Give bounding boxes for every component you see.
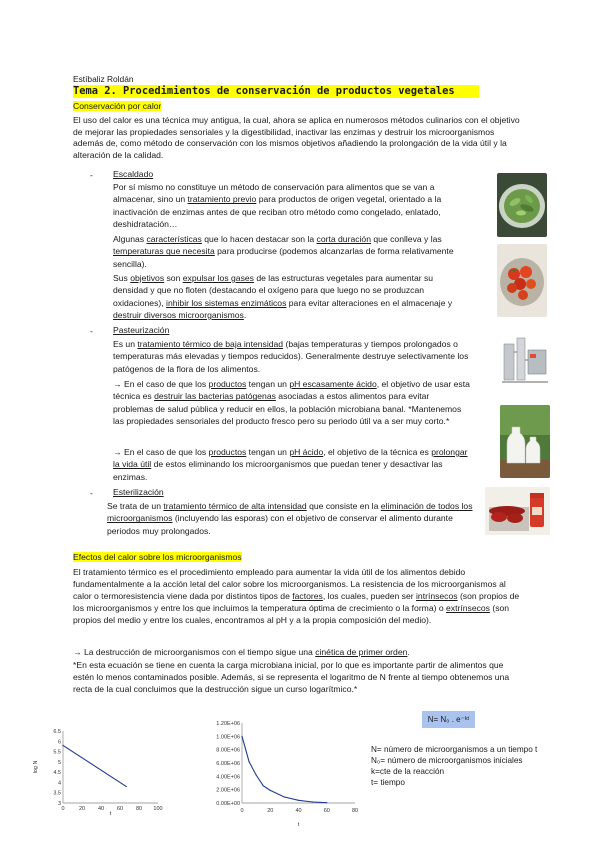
effects-heading: Efectos del calor sobre los microorganismos [73, 552, 242, 562]
formula-box: N= N₀ . e⁻ᵏᵗ [422, 711, 475, 728]
data-point [284, 796, 285, 797]
log-chart [33, 725, 168, 815]
decay-chart-svg [200, 717, 365, 830]
log-chart-svg [33, 725, 168, 815]
series-line [63, 745, 126, 786]
section-title-esterilizacion: Esterilización [113, 487, 164, 497]
pasteurizer-machine-photo [500, 330, 550, 389]
series-line [242, 736, 327, 802]
tomatoes-colander-photo [497, 244, 547, 317]
data-point [248, 761, 249, 762]
formula-legend [371, 744, 537, 788]
x-axis-label: t [109, 811, 112, 815]
x-tick-label: 0 [240, 808, 244, 814]
escaldado-paragraph-3: Sus objetivos son expulsar los gases de las estructuras vegetales para aumentar su densidad y que no floten (destacando el oxígeno para que luego no se produzcan oxidaciones), inhibir los sistemas enzimáticos para evitar alteraciones en el almacenaje y destruir diversos microorganismos. [113, 273, 453, 320]
y-tick-label: 6.5 [53, 729, 61, 735]
pasteurizacion-paragraph-2: → En el caso de que los productos tengan un pH escasamente ácido, el objetivo de usar esta técnica es destruir las bacterias patógenas asociadas a estos alimentos para evitar problemas de salud pública y reducir en ellos, la población microbiana banal. *Mantenemos las propiedades sensoriales del producto fresco pero su periodo útil va a ser muy corto.* [113, 379, 470, 426]
x-tick-label: 60 [116, 806, 124, 812]
bullet-marker: - [90, 326, 93, 336]
x-tick-label: 100 [153, 806, 163, 812]
effects-paragraph-1: El tratamiento térmico es el procedimiento empleado para aumentar la vida útil de los alimentos debido fundamentalmente a la acción letal del calor sobre los microorganismos. La resistencia de los microorganismos al calor o termoresistencia viene dada por distintos tipos de factores, los cuales, pueden ser intrínsecos (son propios de los microorganismos y entre los que incluimos la temperatura óptima de crecimiento o la forma) o extrínsecos (son propios del medio y entre los cuales, encontramos al pH y a la propia composición del medio). [73, 567, 520, 626]
x-tick-label: 60 [323, 808, 330, 814]
escaldado-paragraph-2: Algunas características que lo hacen destacar son la corta duración que conlleva y las temperaturas que necesita para producirse (podemos alcanzarlas de forma relativamente sencilla). [113, 234, 454, 269]
intro-paragraph: El uso del calor es una técnica muy antigua, la cual, ahora se aplica en numerosos métodos culinarios con el objetivo de mejorar las propiedades sensoriales y la digestibilidad, inactivar las enzimas y destruir los microorganismos además de, como método de conservación con los mismos objetivos añadiendo la prolongación de la vida útil y la alteración de la calidad. [73, 115, 520, 160]
y-tick-label: 4.00E+06 [216, 774, 240, 781]
x-tick-label: 20 [78, 806, 86, 812]
legend-line: k=cte de la reacción [371, 767, 445, 776]
data-point [256, 774, 257, 775]
data-point [241, 736, 242, 737]
bullet-marker: - [90, 170, 93, 180]
x-tick-label: 0 [61, 806, 65, 812]
esterilizacion-paragraph: Se trata de un tratamiento térmico de alta intensidad que consiste en la eliminación de todos los microorganismos (incluyendo las esporas) con el objetivo de conservar el alimento durante periodos muy prolongados. [107, 501, 473, 536]
decay-chart [200, 717, 365, 830]
section-title-pasteurizacion: Pasteurización [113, 325, 170, 335]
milk-bottles-photo [500, 405, 550, 478]
y-tick-label: 6.00E+06 [216, 761, 240, 767]
y-tick-label: 4 [57, 780, 61, 787]
y-tick-label: 3.5 [53, 790, 61, 797]
subheading: Conservación por calor [73, 101, 162, 111]
legend-line: N₀= número de microorganismos iniciales [371, 756, 523, 765]
data-point [62, 745, 63, 746]
y-tick-label: 8.00E+06 [216, 747, 240, 754]
x-tick-label: 40 [295, 808, 302, 814]
data-point [126, 786, 127, 787]
y-tick-label: 1.20E+06 [216, 721, 240, 727]
section-title-escaldado: Escaldado [113, 169, 154, 179]
y-tick-label: 1.00E+06 [216, 734, 240, 741]
y-tick-label: 6 [57, 739, 61, 746]
pasteurizacion-paragraph-3: → En el caso de que los productos tengan un pH ácido, el objetivo de la técnica es prolongar la vida útil de estos eliminando los microorganismos que puedan tener y desactivar las enzimas. [113, 447, 468, 482]
y-tick-label: 3 [57, 801, 61, 807]
pasteurizacion-paragraph-1: Es un tratamiento térmico de baja intensidad (bajas temperaturas y tiempos prolongados o temperaturas más elevadas y tiempos reducidos). Generalmente destruye selectivamente los patógenos de la flora de los alimentos. [113, 339, 469, 374]
data-point [263, 785, 264, 786]
escaldado-paragraph-1: Por sí mismo no constituye un método de conservación para alimentos que se van a almacenar, sino un tratamiento previo para productos de origen vegetal, orientado a la inactivación de enzimas antes de que reciban otro método como congelado, enlatado, deshidratación… [113, 182, 442, 229]
blanched-greens-photo [497, 173, 547, 237]
effects-paragraph-2: → La destrucción de microorganismos con el tiempo sigue una cinética de primer orden. [73, 647, 410, 657]
bullet-marker: - [90, 488, 93, 498]
y-tick-label: 5.5 [53, 749, 61, 756]
data-point [270, 790, 271, 791]
x-tick-label: 20 [267, 808, 274, 814]
x-tick-label: 80 [135, 806, 143, 812]
data-point [312, 801, 313, 802]
author-name: Estíbaliz Roldán [73, 74, 134, 84]
x-tick-label: 80 [351, 808, 359, 814]
y-tick-label: 4.5 [53, 770, 61, 777]
data-point [326, 802, 327, 803]
y-axis-label: log N [33, 760, 39, 774]
y-tick-label: 0.00E+00 [216, 801, 240, 807]
sterilized-jars-photo [485, 487, 550, 535]
y-tick-label: 2.00E+06 [216, 787, 240, 794]
legend-line: N= número de microorganismos a un tiempo t [371, 745, 538, 754]
legend-line: t= tiempo [371, 778, 405, 787]
x-axis-label: t [297, 822, 300, 828]
effects-paragraph-3: *En esta ecuación se tiene en cuenta la carga microbiana inicial, por lo que es importante partir de alimentos que estén lo menos contaminados posible. Además, si se representa el logaritmo de N frente al tiempo obtenemos una recta de la cual concluimos que la destrucción sigue un curso logarítmico.* [73, 660, 510, 695]
x-tick-label: 40 [97, 806, 105, 812]
page-title: Tema 2. Procedimientos de conservación de productos vegetales [73, 85, 479, 98]
data-point [298, 800, 299, 801]
y-tick-label: 5 [57, 759, 61, 766]
